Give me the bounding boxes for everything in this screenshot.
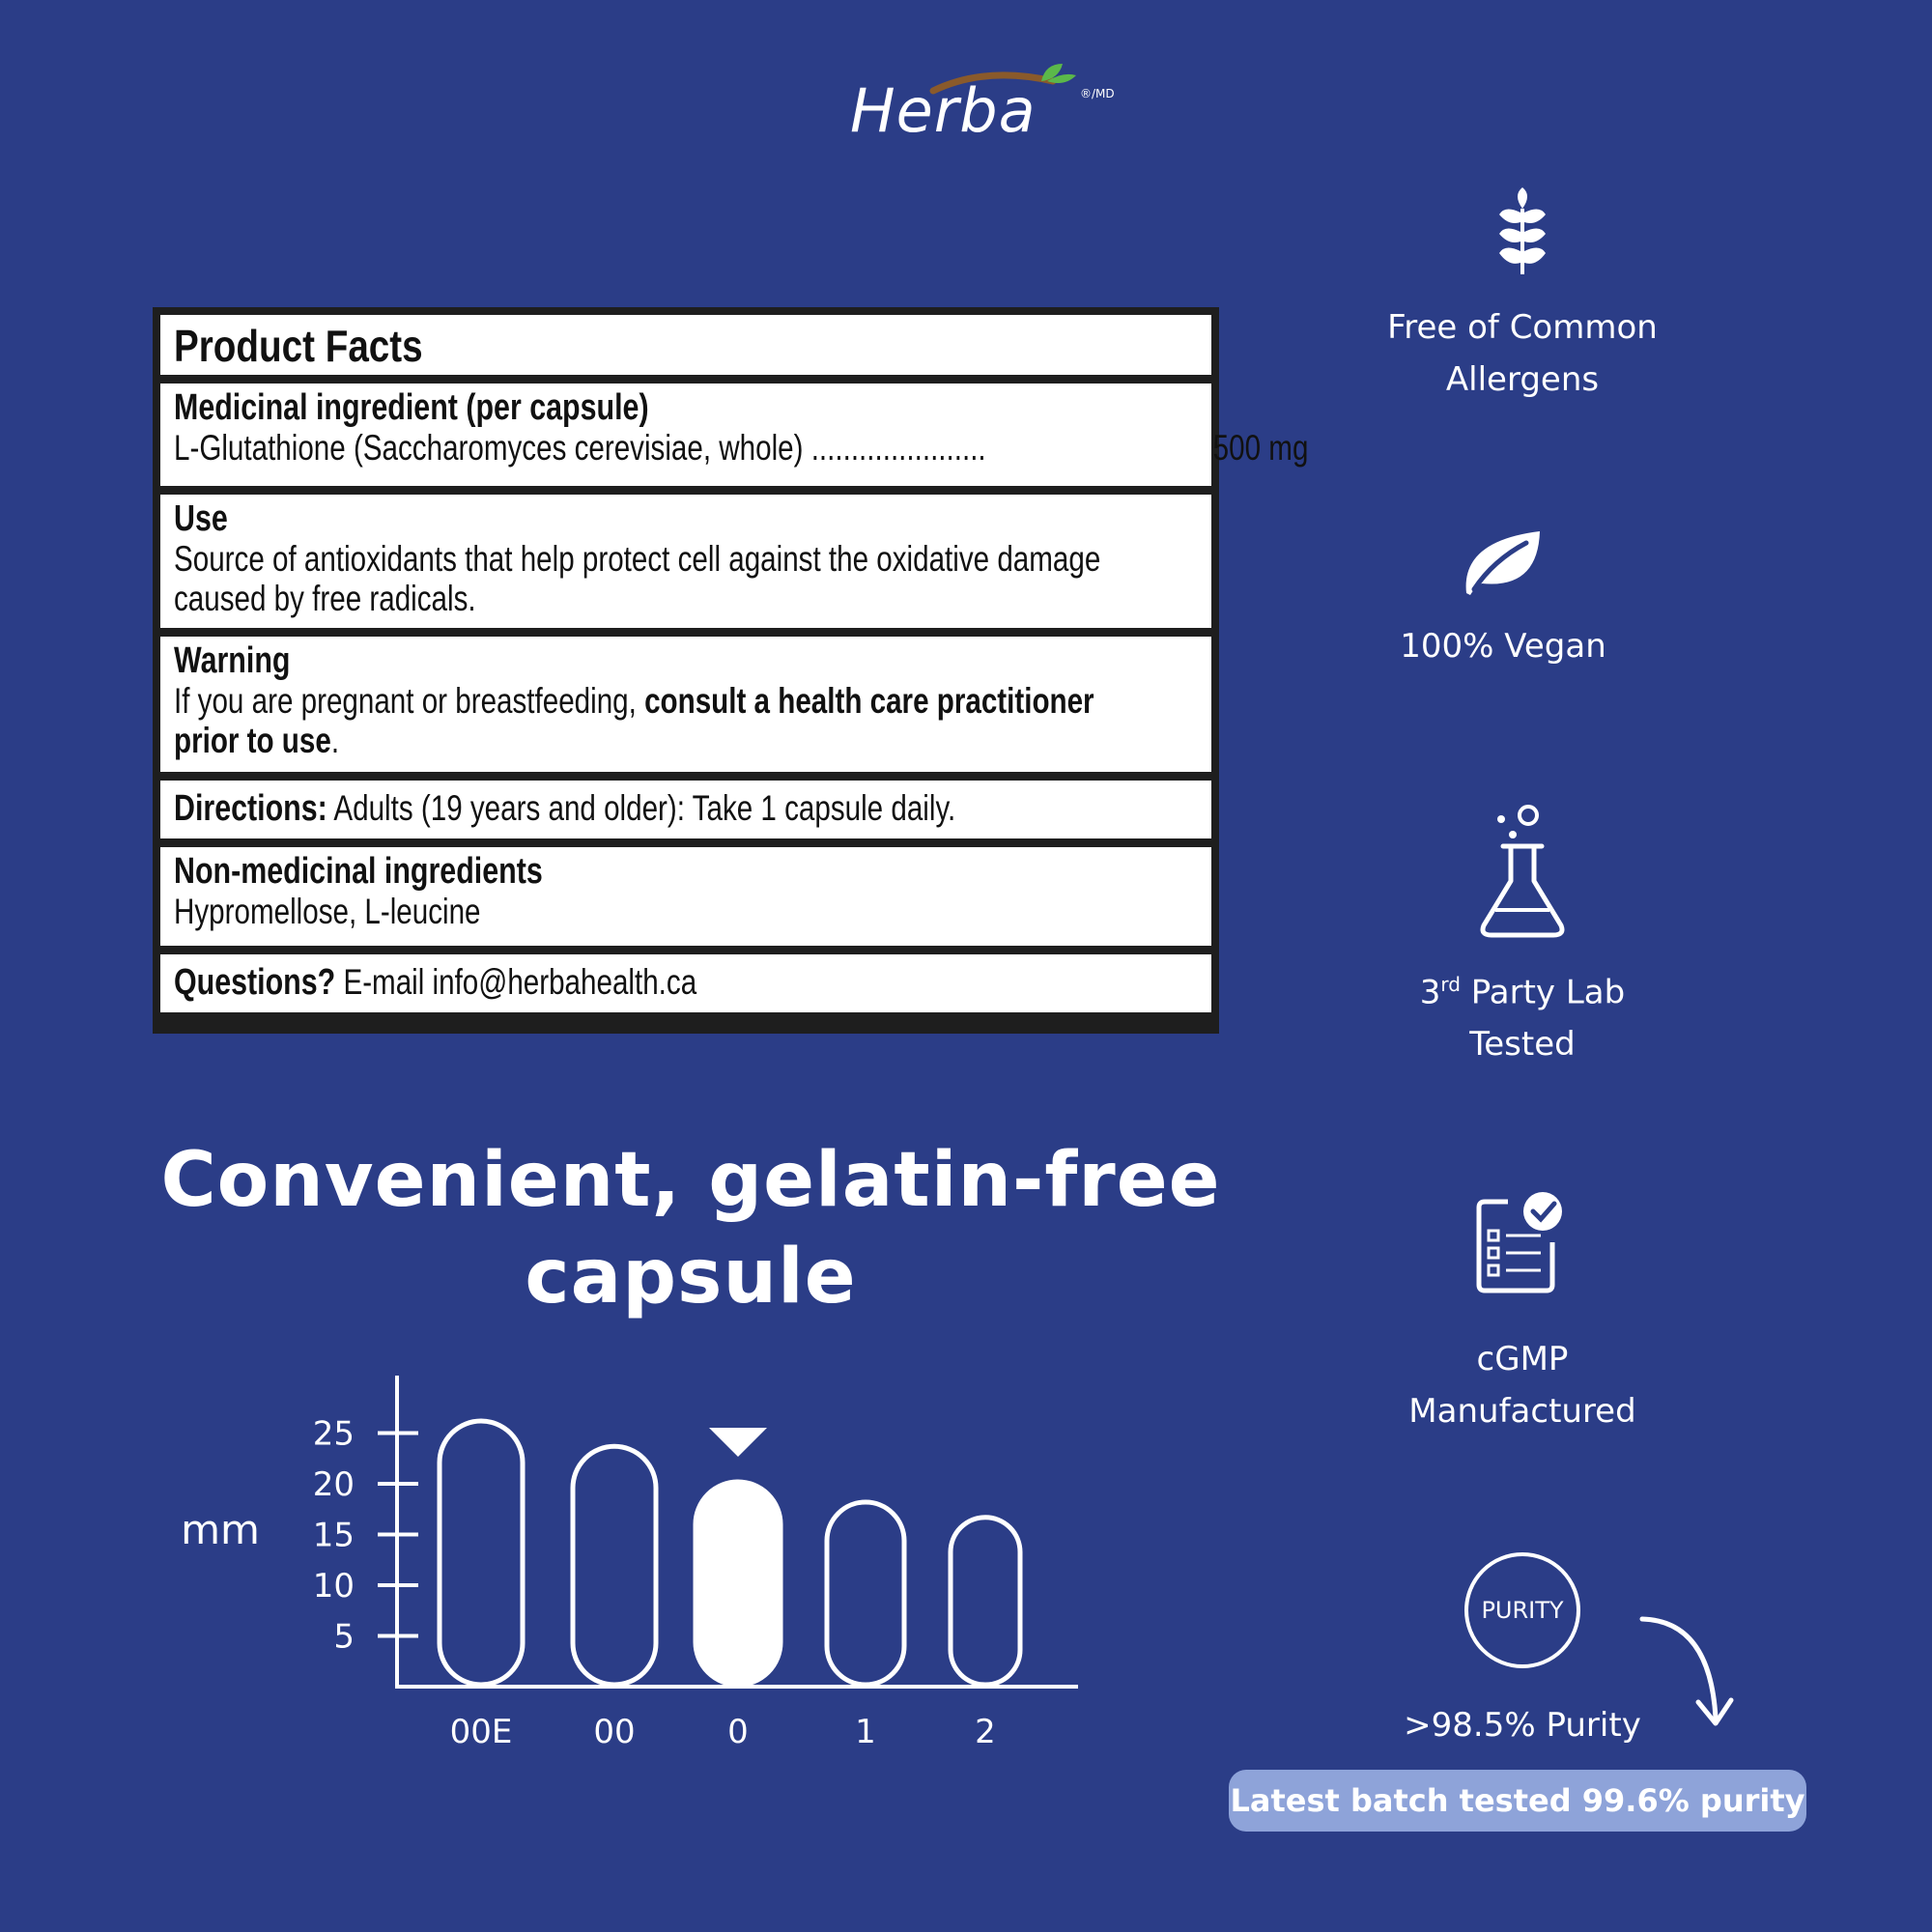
capsule-headline <box>116 1132 1265 1325</box>
feature-cgmp-line2: Manufactured <box>1408 1392 1636 1431</box>
feature-allergen-free <box>1349 184 1696 406</box>
warning-text-bold-2: prior to use <box>174 721 331 760</box>
wheat-icon <box>1493 184 1551 276</box>
y-tick-label: 5 <box>333 1617 355 1657</box>
feature-purity-line1: >98.5% Purity <box>1404 1706 1641 1745</box>
feature-lab-line1: 3rd Party Lab <box>1419 973 1626 1012</box>
logo-wordmark: Herba <box>850 75 1037 146</box>
non-medicinal-heading: Non-medicinal ingredients <box>174 851 543 892</box>
feature-cgmp <box>1349 1188 1696 1437</box>
questions-row <box>160 954 1211 1012</box>
feature-lab-tested <box>1349 802 1696 1070</box>
warning-text-end: . <box>330 721 340 760</box>
herba-logo <box>850 60 1115 147</box>
use-text-line1: Source of antioxidants that help protect cell against the oxidative damage <box>174 539 1101 579</box>
feature-allergen-line1: Free of Common <box>1387 308 1658 347</box>
feature-cgmp-line1: cGMP <box>1476 1340 1569 1378</box>
highlight-marker-icon <box>709 1428 767 1457</box>
y-axis-label: mm <box>181 1506 260 1553</box>
headline-line2: capsule <box>525 1234 857 1321</box>
warning-text-bold: consult a health care practitioner <box>644 681 1094 721</box>
x-category-label: 00 <box>593 1713 636 1751</box>
questions-label: Questions? <box>174 962 336 1003</box>
non-medicinal-text: Hypromellose, L-leucine <box>174 892 481 931</box>
feature-vegan-line1: 100% Vegan <box>1400 627 1606 666</box>
capsule-bar-00E <box>440 1421 523 1685</box>
capsule-bar-2 <box>951 1518 1020 1685</box>
feature-allergen-line2: Allergens <box>1445 360 1600 399</box>
capsule-bar-1 <box>827 1502 904 1685</box>
y-tick-label: 10 <box>312 1567 355 1605</box>
product-facts-title-row <box>160 315 1211 375</box>
product-facts-table <box>153 307 1309 1034</box>
logo-registered-mark: ®/MD <box>1080 87 1115 100</box>
medicinal-ingredient-row <box>160 384 1309 486</box>
curved-arrow-icon <box>1633 1611 1739 1737</box>
product-facts-title: Product Facts <box>174 321 423 371</box>
latest-batch-badge: Latest batch tested 99.6% purity <box>1229 1770 1806 1832</box>
y-tick-label: 15 <box>312 1516 355 1555</box>
y-tick-label: 25 <box>312 1414 355 1454</box>
use-heading: Use <box>174 498 228 539</box>
use-text-line2: caused by free radicals. <box>174 579 476 618</box>
capsule-bar-00 <box>573 1446 656 1685</box>
flask-icon <box>1474 802 1571 943</box>
x-category-label: 1 <box>855 1713 876 1751</box>
x-category-label: 00E <box>449 1713 513 1751</box>
leaf-icon <box>1455 522 1551 599</box>
warning-text-plain: If you are pregnant or breastfeeding, <box>174 681 645 721</box>
directions-text: Adults (19 years and older): Take 1 capsule daily. <box>327 788 956 828</box>
questions-text: E-mail info@herbahealth.ca <box>335 962 697 1002</box>
use-row <box>160 495 1211 628</box>
directions-label: Directions: <box>174 788 327 829</box>
x-category-label: 0 <box>727 1713 749 1751</box>
y-tick-label: 20 <box>312 1465 355 1504</box>
feature-vegan <box>1329 522 1677 672</box>
non-medicinal-row <box>160 847 1211 946</box>
x-category-label: 2 <box>975 1713 996 1751</box>
ingredient-name: L-Glutathione (Saccharomyces cerevisiae, whole) ...................... <box>174 428 986 468</box>
purity-seal-text: PURITY <box>1481 1597 1564 1624</box>
checklist-icon <box>1469 1188 1576 1294</box>
capsule-bar-0 <box>696 1482 781 1685</box>
headline-line1: Convenient, gelatin-free <box>160 1137 1221 1224</box>
warning-heading: Warning <box>174 640 291 681</box>
ingredient-amount: 500 mg <box>1212 428 1309 468</box>
purity-seal-icon <box>1463 1550 1582 1670</box>
warning-row <box>160 637 1211 772</box>
feature-lab-line2: Tested <box>1469 1025 1576 1065</box>
capsule-size-chart <box>164 1362 1092 1787</box>
medicinal-heading: Medicinal ingredient (per capsule) <box>174 387 649 428</box>
directions-row <box>160 781 1211 838</box>
